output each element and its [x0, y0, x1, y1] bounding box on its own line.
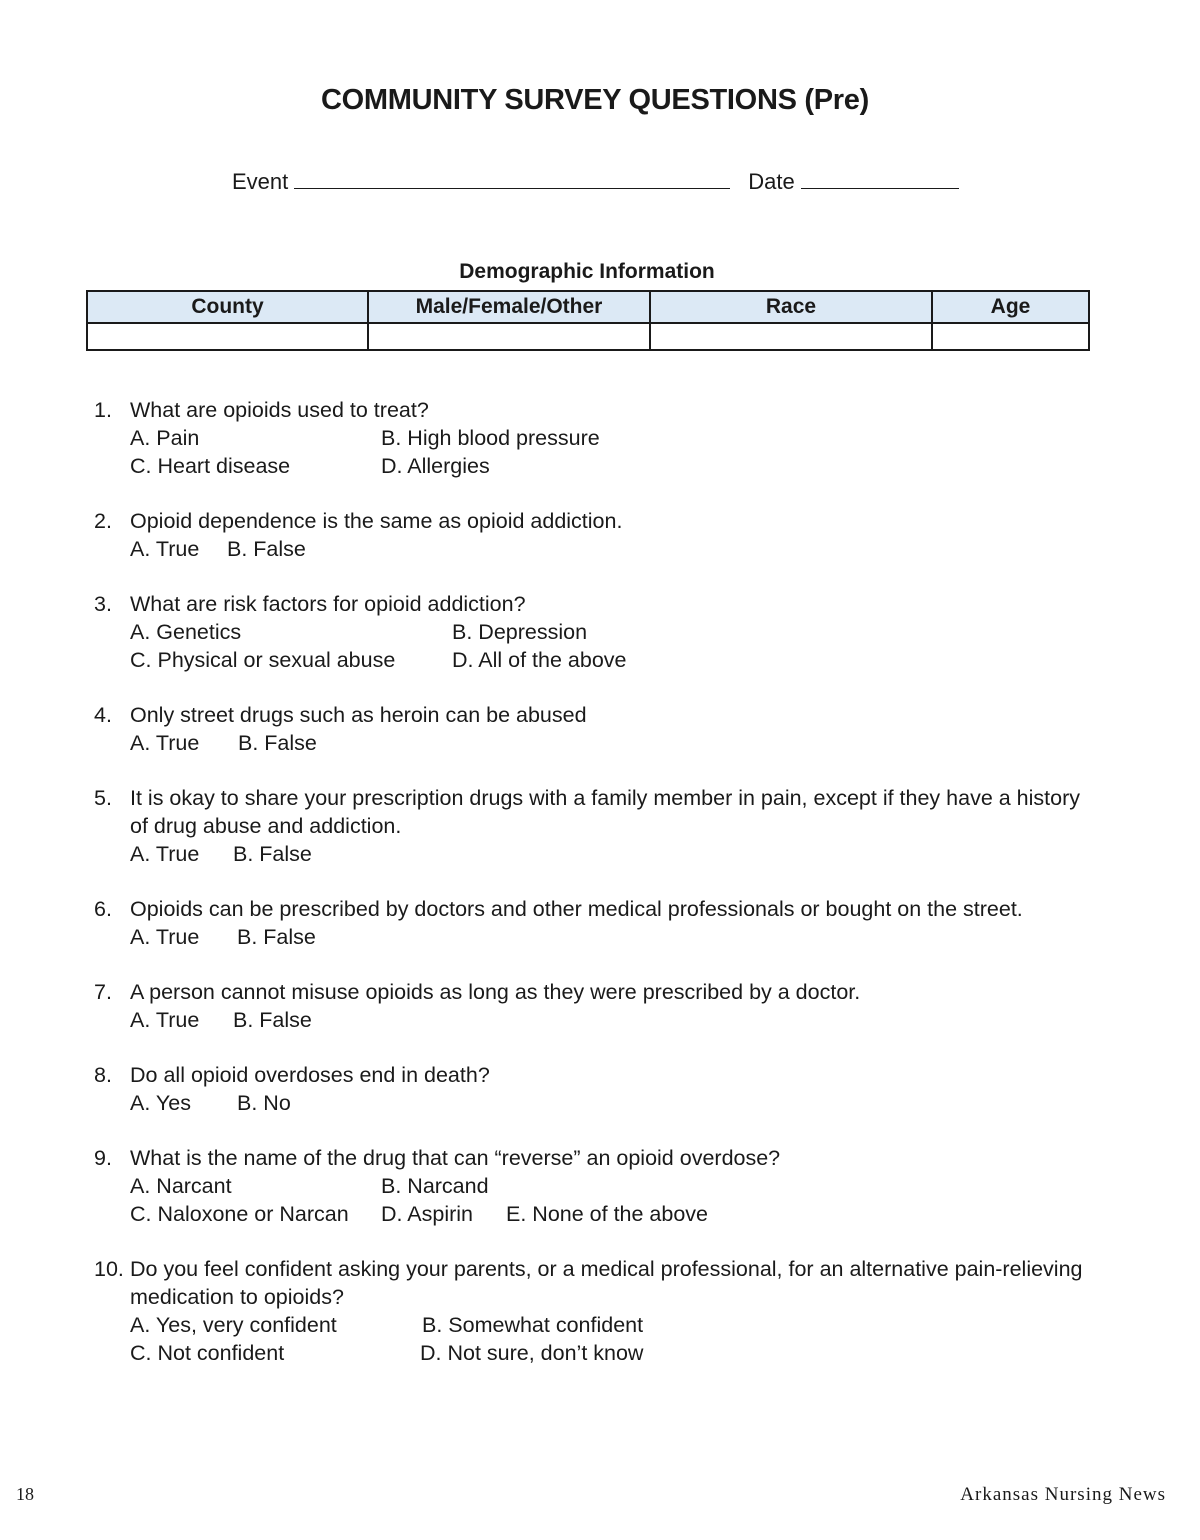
answer-option[interactable]: A. True — [130, 731, 200, 755]
answer-option-row — [94, 729, 1094, 757]
date-label: Date — [748, 169, 795, 194]
question-item — [94, 1061, 1094, 1117]
answer-option[interactable]: B. False — [233, 842, 312, 866]
event-date-line — [232, 168, 959, 195]
demographic-input-row — [87, 323, 1089, 350]
answer-option[interactable]: C. Naloxone or Narcan — [130, 1202, 349, 1226]
answer-option[interactable]: B. Somewhat confident — [422, 1313, 644, 1337]
demographic-table — [86, 290, 1090, 351]
event-blank[interactable] — [294, 168, 730, 189]
answer-option-row — [94, 1006, 1094, 1034]
question-text: Only street drugs such as heroin can be abused — [130, 703, 587, 727]
question-text: What are risk factors for opioid addiction? — [130, 592, 526, 616]
question-list — [94, 396, 1094, 1394]
answer-option[interactable]: B. False — [233, 1008, 312, 1032]
answer-option[interactable]: A. True — [130, 925, 200, 949]
answer-option[interactable]: D. Not sure, don’t know — [420, 1341, 644, 1365]
date-blank[interactable] — [801, 168, 959, 189]
answer-option-row — [94, 923, 1094, 951]
gender-cell[interactable] — [368, 323, 650, 350]
answer-option-row — [94, 618, 1094, 646]
answer-option[interactable]: A. Yes, very confident — [130, 1313, 337, 1337]
answer-option-row — [94, 424, 1094, 452]
answer-option[interactable]: B. False — [237, 925, 316, 949]
question-number: 6. — [94, 897, 112, 921]
demographic-heading: Demographic Information — [459, 260, 715, 283]
answer-option[interactable]: A. True — [130, 537, 200, 561]
age-cell[interactable] — [932, 323, 1089, 350]
survey-title: COMMUNITY SURVEY QUESTIONS (Pre) — [321, 84, 869, 116]
answer-option-row — [94, 1200, 1094, 1228]
answer-option[interactable]: D. Allergies — [381, 454, 490, 478]
question-number: 2. — [94, 509, 112, 533]
question-number: 7. — [94, 980, 112, 1004]
question-number: 8. — [94, 1063, 112, 1087]
answer-option-row — [94, 1311, 1094, 1339]
answer-option[interactable]: B. Narcand — [381, 1174, 489, 1198]
answer-option[interactable]: B. False — [227, 537, 306, 561]
answer-option-row — [94, 646, 1094, 674]
question-text: Do all opioid overdoses end in death? — [130, 1063, 490, 1087]
answer-option[interactable]: B. High blood pressure — [381, 426, 600, 450]
answer-option-row — [94, 535, 1094, 563]
answer-option-row — [94, 1172, 1094, 1200]
answer-option-row — [94, 840, 1094, 868]
answer-option[interactable]: C. Heart disease — [130, 454, 291, 478]
question-item — [94, 1144, 1094, 1228]
question-number: 5. — [94, 786, 112, 810]
page-number: 18 — [16, 1484, 34, 1504]
question-item — [94, 396, 1094, 480]
answer-option[interactable]: D. Aspirin — [381, 1202, 474, 1226]
answer-option[interactable]: A. Narcant — [130, 1174, 232, 1198]
question-item — [94, 784, 1094, 868]
question-text: Opioids can be prescribed by doctors and other medical professionals or bought on the street. — [130, 897, 1023, 921]
question-number: 10. — [94, 1257, 124, 1281]
answer-option[interactable]: B. No — [237, 1091, 291, 1115]
age-header: Age — [932, 291, 1089, 323]
question-text: Opioid dependence is the same as opioid addiction. — [130, 509, 623, 533]
county-cell[interactable] — [87, 323, 368, 350]
question-number: 3. — [94, 592, 112, 616]
answer-option[interactable]: C. Not confident — [130, 1341, 285, 1365]
race-cell[interactable] — [650, 323, 932, 350]
demographic-header-row — [87, 291, 1089, 323]
answer-option[interactable]: A. Pain — [130, 426, 200, 450]
answer-option-row — [94, 1339, 1094, 1367]
question-item — [94, 978, 1094, 1034]
question-text: It is okay to share your prescription drugs with a family member in pain, except if they have a history of drug abuse and addiction. — [130, 786, 1081, 838]
question-number: 4. — [94, 703, 112, 727]
gender-header: Male/Female/Other — [368, 291, 650, 323]
question-item — [94, 507, 1094, 563]
publication-name: Arkansas Nursing News — [960, 1484, 1166, 1505]
question-item — [94, 590, 1094, 674]
county-header: County — [87, 291, 368, 323]
answer-option[interactable]: C. Physical or sexual abuse — [130, 648, 396, 672]
answer-option-row — [94, 1089, 1094, 1117]
answer-option[interactable]: A. Genetics — [130, 620, 242, 644]
answer-option[interactable]: B. Depression — [452, 620, 588, 644]
question-text: Do you feel confident asking your parents, or a medical professional, for an alternative pain-relieving medication to opioids? — [130, 1257, 1083, 1309]
answer-option[interactable]: A. True — [130, 842, 200, 866]
question-item — [94, 701, 1094, 757]
question-item — [94, 895, 1094, 951]
event-label: Event — [232, 169, 289, 194]
question-text: A person cannot misuse opioids as long as they were prescribed by a doctor. — [130, 980, 861, 1004]
answer-option[interactable]: A. True — [130, 1008, 200, 1032]
answer-option[interactable]: B. False — [238, 731, 317, 755]
question-item — [94, 1255, 1094, 1367]
answer-option[interactable]: A. Yes — [130, 1091, 191, 1115]
race-header: Race — [650, 291, 932, 323]
question-number: 1. — [94, 398, 112, 422]
answer-option[interactable]: D. All of the above — [452, 648, 627, 672]
answer-option-row — [94, 452, 1094, 480]
question-text: What is the name of the drug that can “reverse” an opioid overdose? — [130, 1146, 781, 1170]
question-number: 9. — [94, 1146, 112, 1170]
question-text: What are opioids used to treat? — [130, 398, 429, 422]
answer-option[interactable]: E. None of the above — [506, 1202, 709, 1226]
